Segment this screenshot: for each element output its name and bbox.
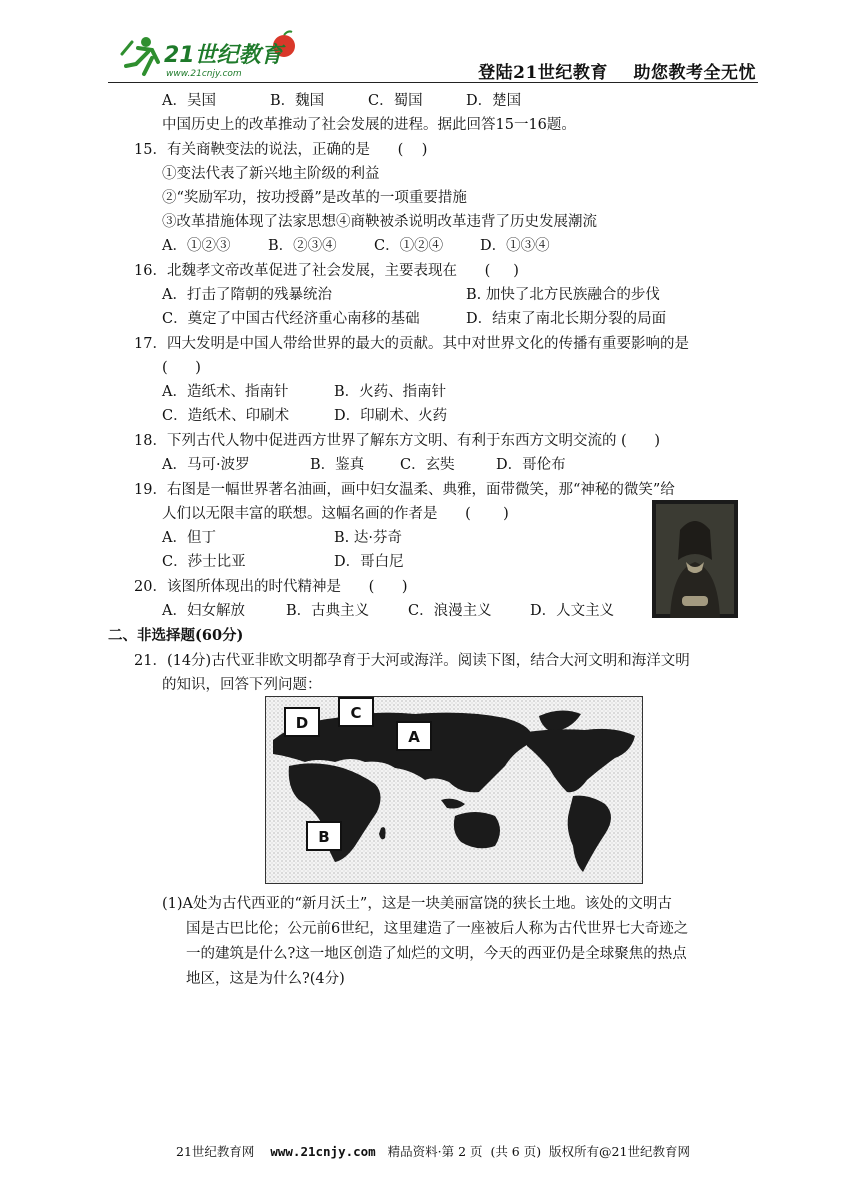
svg-text:D: D xyxy=(295,714,309,732)
q15-item-2: ②“奖励军功，按功授爵”是改革的一项重要措施 xyxy=(162,190,467,206)
q15-option-a: A．①②③ xyxy=(162,238,231,254)
map-label-d xyxy=(285,708,319,736)
svg-text:www.21cnjy.com: www.21cnjy.com xyxy=(166,69,242,79)
q18-option-d: D．哥伦布 xyxy=(496,457,566,473)
q20-option-d: D．人文主义 xyxy=(530,603,615,619)
q19-option-b: B. 达·芬奇 xyxy=(334,530,402,546)
page-footer xyxy=(108,1142,758,1160)
q18-option-c: C．玄奘 xyxy=(400,457,455,473)
mona-lisa-painting xyxy=(652,500,738,618)
q15-option-c: C．①②④ xyxy=(374,238,444,254)
world-map xyxy=(265,696,643,884)
map-label-c xyxy=(339,698,373,726)
q21-sub1-line2: 国是古巴比伦；公元前6世纪，这里建造了一座被后人称为古代世界七大奇迹之 xyxy=(186,921,689,937)
footer-url: www.21cnjy.com xyxy=(270,1144,376,1159)
q21-sub1-line1: (1)A处为古代西亚的“新月沃土”，这是一块美丽富饶的狭长土地。该处的文明古 xyxy=(162,896,672,912)
q19-stem: 19．右图是一幅世界著名油画，画中妇女温柔、典雅，面带微笑，那“神秘的微笑”给 xyxy=(134,482,675,498)
q17-option-d: D．印刷术、火药 xyxy=(334,408,448,424)
q17-option-c: C．造纸术、印刷术 xyxy=(162,408,290,424)
section-heading: 二、非选择题(60分) xyxy=(108,627,244,644)
svg-text:C: C xyxy=(350,704,362,722)
q14-option-b: B．魏国 xyxy=(270,93,325,109)
q18-option-b: B．鉴真 xyxy=(310,457,365,473)
header-rule xyxy=(108,82,758,83)
svg-text:A: A xyxy=(408,728,420,746)
footer-page-info: 精品资料·第 2 页 (共 6 页) 版权所有@21世纪教育网 xyxy=(387,1144,690,1159)
q20-option-c: C．浪漫主义 xyxy=(408,603,492,619)
q15-option-b: B．②③④ xyxy=(268,238,337,254)
q20-option-a: A．妇女解放 xyxy=(162,603,245,619)
map-label-b xyxy=(307,822,341,850)
q15-option-d: D．①③④ xyxy=(480,238,550,254)
page-header xyxy=(108,28,758,84)
q18-stem: 18．下列古代人物中促进西方世界了解东方文明、有利于东西方文明交流的 ( ) xyxy=(134,433,661,449)
21cnjy-logo xyxy=(108,28,308,80)
q14-option-a: A．吴国 xyxy=(162,93,216,109)
q16-option-c: C．奠定了中国古代经济重心南移的基础 xyxy=(162,311,420,327)
q18-option-a: A．马可·波罗 xyxy=(162,457,250,473)
q20-stem: 20．该图所体现出的时代精神是 ( ) xyxy=(134,579,408,595)
header-slogan: 登陆21世纪教育 助您教考全无忧 xyxy=(478,63,756,83)
q19-option-c: C．莎士比亚 xyxy=(162,554,246,570)
q19-stem-line2: 人们以无限丰富的联想。这幅名画的作者是 ( ) xyxy=(162,506,509,522)
footer-site: 21世纪教育网 xyxy=(176,1144,255,1159)
q17-option-a: A．造纸术、指南针 xyxy=(162,384,289,400)
q14-option-d: D．楚国 xyxy=(466,93,522,109)
q14-option-c: C．蜀国 xyxy=(368,93,423,109)
q19-option-d: D．哥白尼 xyxy=(334,554,404,570)
svg-text:21世纪教育: 21世纪教育 xyxy=(164,43,283,68)
q21-stem: 21．(14分)古代亚非欧文明都孕育于大河或海洋。阅读下图，结合大河文明和海洋文明 xyxy=(134,653,690,669)
q16-option-b: B. 加快了北方民族融合的步伐 xyxy=(466,287,660,303)
q19-option-a: A．但丁 xyxy=(162,530,216,546)
map-label-a xyxy=(397,722,431,750)
intro-15-16: 中国历史上的改革推动了社会发展的进程。据此回答15一16题。 xyxy=(162,117,576,133)
q16-option-d: D．结束了南北长期分裂的局面 xyxy=(466,311,667,327)
q16-stem: 16．北魏孝文帝改革促进了社会发展，主要表现在 ( ) xyxy=(134,263,519,279)
q20-option-b: B．古典主义 xyxy=(286,603,370,619)
q21-sub1-line3: 一的建筑是什么?这一地区创造了灿烂的文明，今天的西亚仍是全球聚焦的热点 xyxy=(186,946,687,962)
q17-option-b: B．火药、指南针 xyxy=(334,384,447,400)
svg-text:B: B xyxy=(318,828,330,846)
q17-stem-bracket: ( ) xyxy=(162,360,201,376)
q15-item-1: ①变法代表了新兴地主阶级的利益 xyxy=(162,166,380,182)
q21-sub1-line4: 地区，这是为什么?(4分) xyxy=(186,971,345,987)
q21-stem-line2: 的知识，回答下列问题： xyxy=(162,677,322,693)
q16-option-a: A．打击了隋朝的残暴统治 xyxy=(162,287,332,303)
q17-stem: 17．四大发明是中国人带给世界的最大的贡献。其中对世界文化的传播有重要影响的是 xyxy=(134,336,689,352)
q15-item-3: ③改革措施体现了法家思想④商鞅被杀说明改革违背了历史发展潮流 xyxy=(162,214,597,230)
q15-stem: 15．有关商鞅变法的说法，正确的是 ( ) xyxy=(134,142,428,158)
